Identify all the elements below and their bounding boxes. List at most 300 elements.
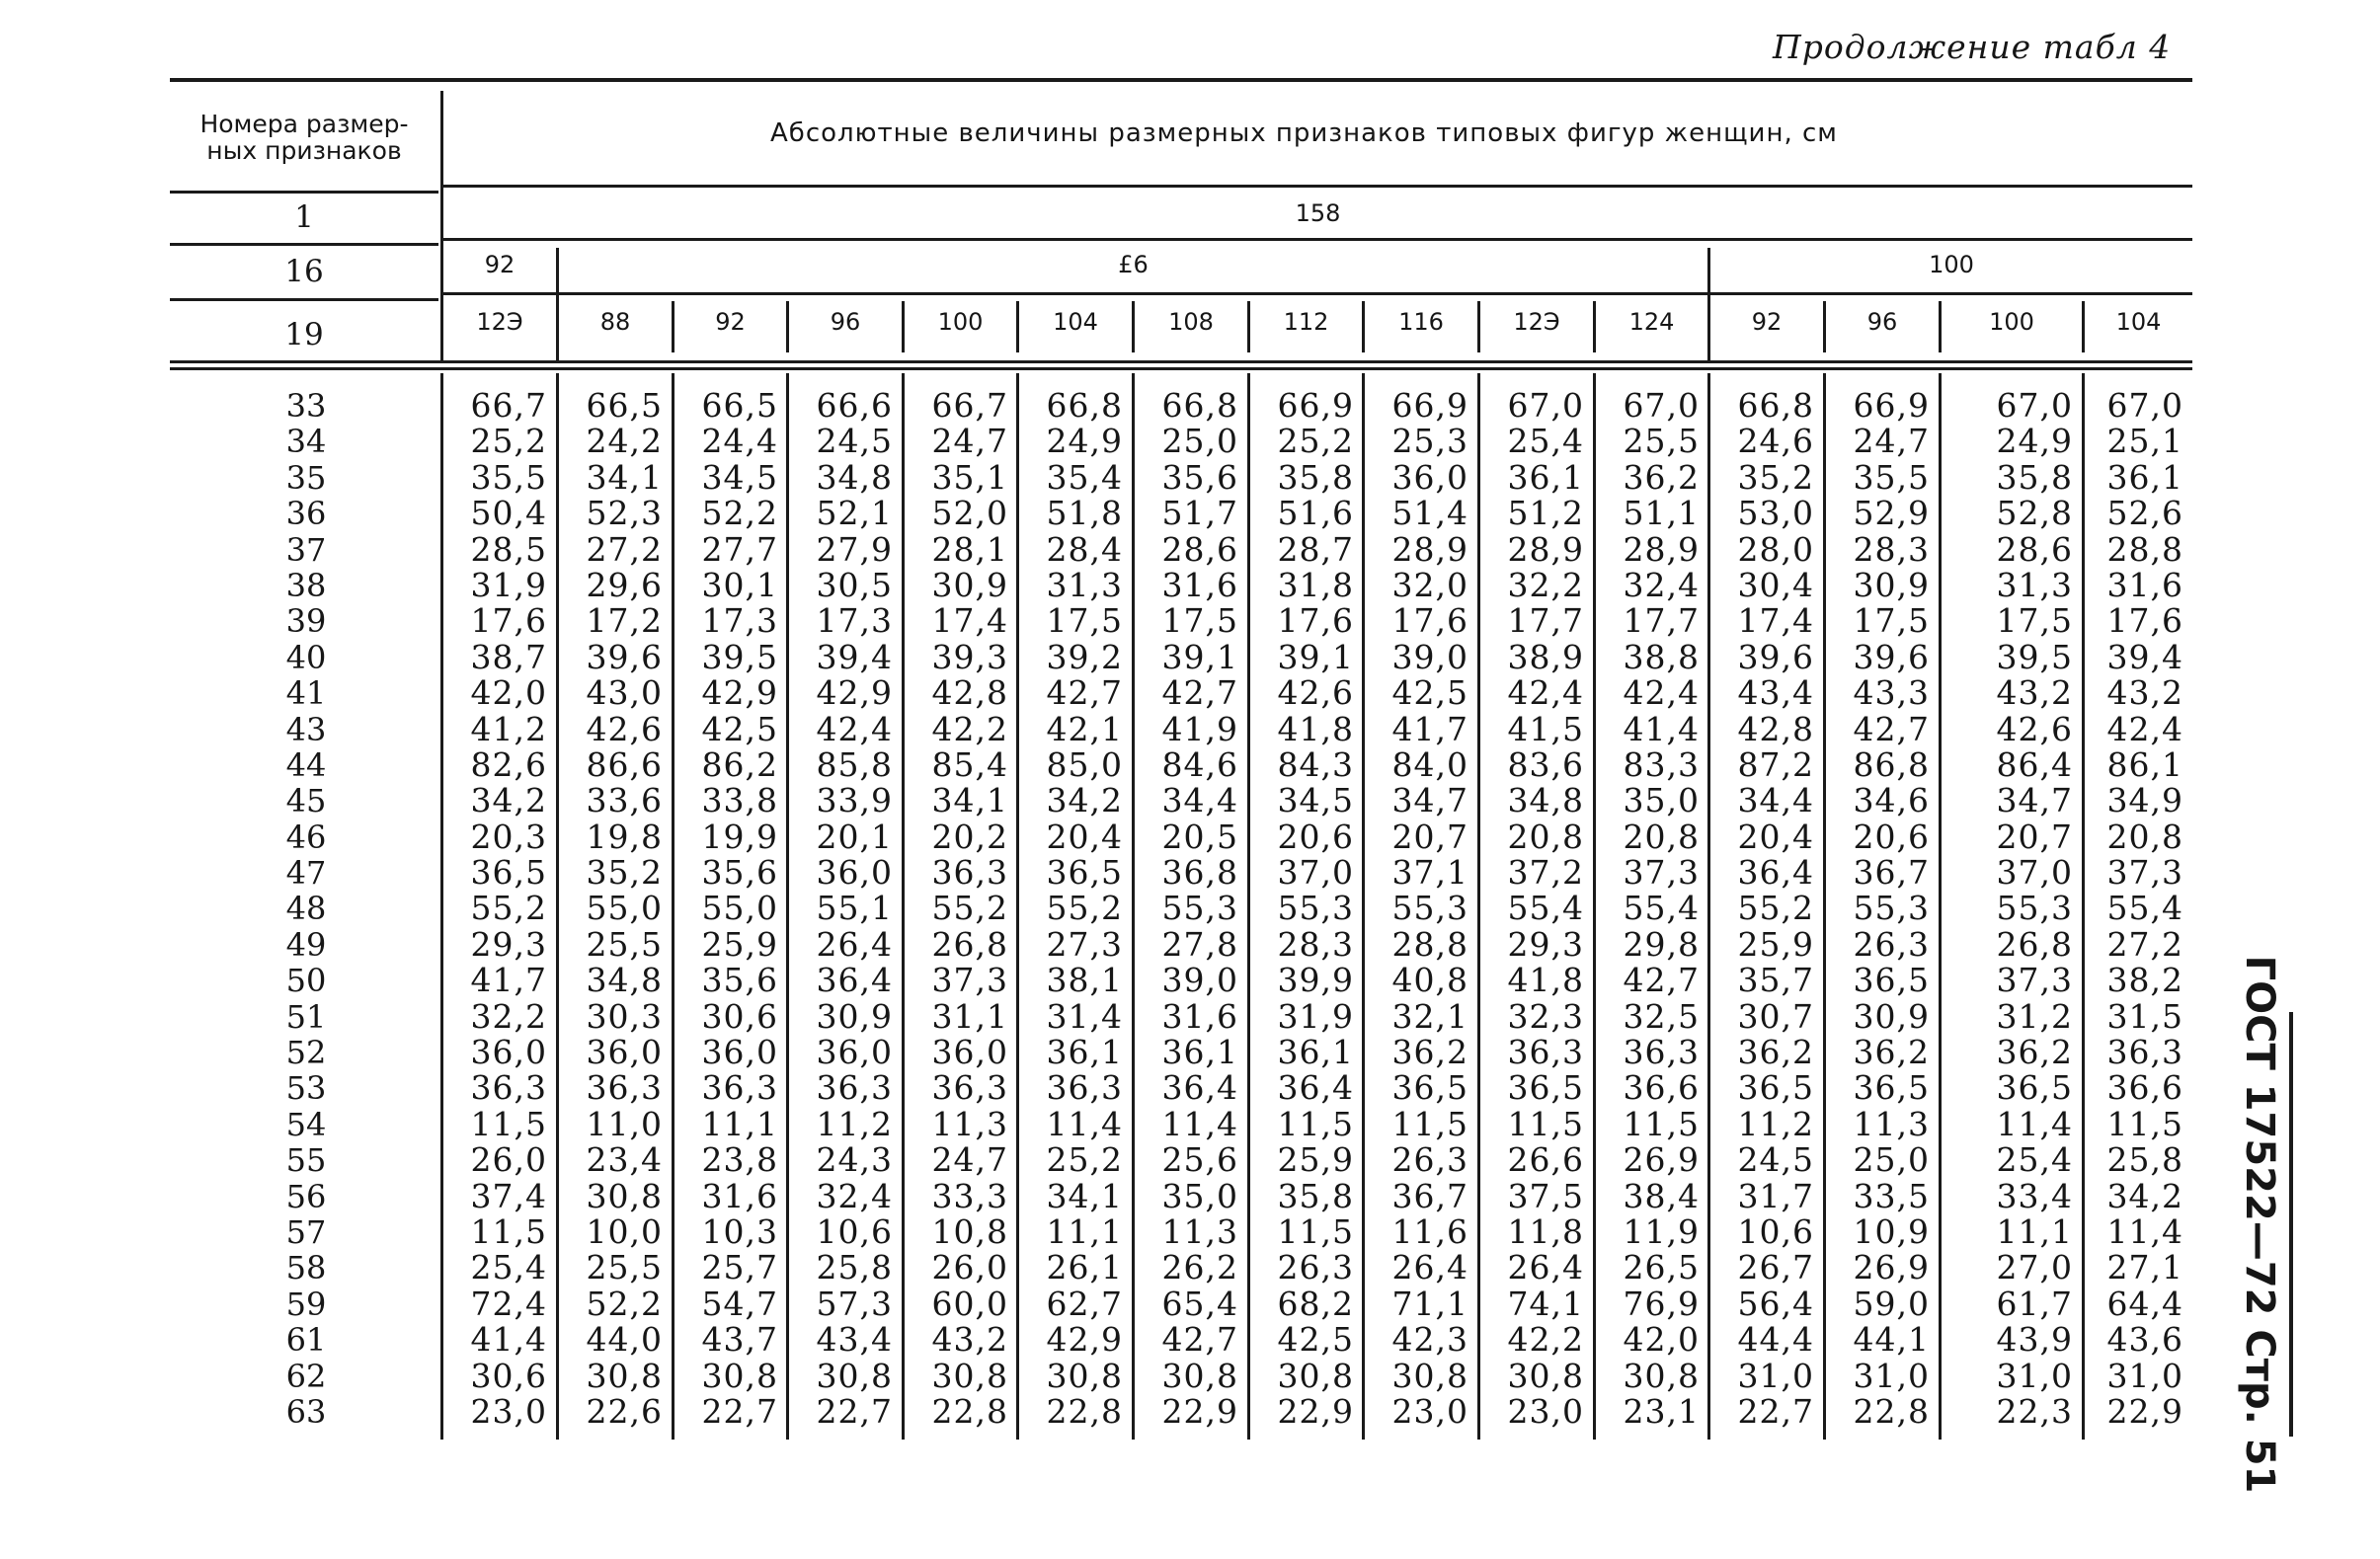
top-rule [170,78,2192,82]
table-cell: 19,9 [701,817,778,856]
table-cell: 11,5 [2106,1104,2183,1143]
table-cell: 36,4 [1277,1068,1354,1108]
table-cell: 25,4 [1996,1140,2073,1180]
table-cell: 36,5 [1507,1068,1584,1108]
header-double-rule [170,360,2192,363]
table-cell: 25,5 [1623,422,1700,461]
data-column [1365,388,1468,1430]
table-cell: 44,4 [1737,1320,1814,1360]
table-cell: 36,3 [931,1068,1008,1108]
table-cell: 36,3 [1046,1068,1123,1108]
table-cell: 74,1 [1507,1284,1584,1323]
data-column [1135,388,1238,1430]
table-cell: 38,8 [1623,637,1700,676]
data-column [789,388,893,1430]
height-value: 158 [1295,199,1341,227]
table-cell: 31,6 [1161,565,1238,604]
table-cell: 36,4 [1161,1068,1238,1108]
table-cell: 17,4 [931,601,1008,641]
row-number: 59 [285,1285,327,1323]
row-number: 48 [285,890,327,928]
table-cell: 37,3 [1623,853,1700,893]
table-cell: 56,4 [1737,1284,1814,1323]
table-cell: 30,7 [1737,996,1814,1036]
table-cell: 42,2 [1507,1320,1584,1360]
data-column [905,388,1008,1430]
table-cell: 26,0 [931,1248,1008,1287]
table-cell: 35,5 [1853,457,1930,497]
table-cell: 32,2 [470,996,547,1036]
table-cell: 36,1 [1507,457,1584,497]
table-cell: 55,1 [816,889,893,928]
table-cell: 42,9 [816,673,893,713]
table-cell: 11,5 [1507,1104,1584,1143]
table-cell: 42,5 [1277,1320,1354,1360]
table-cell: 28,3 [1853,529,1930,569]
table-cell: 42,4 [1507,673,1584,713]
table-cell: 22,7 [1737,1391,1814,1431]
row-number: 40 [285,638,327,676]
table-cell: 25,8 [816,1248,893,1287]
row-number: 58 [285,1249,327,1287]
table-cell: 55,3 [1996,889,2073,928]
row-number: 38 [285,566,327,604]
table-cell: 25,7 [701,1248,778,1287]
table-cell: 36,7 [1853,853,1930,893]
table-cell: 86,2 [701,744,778,784]
table-cell: 41,4 [470,1320,547,1360]
data-column [674,388,778,1430]
table-cell: 41,2 [470,709,547,748]
table-cell: 66,9 [1853,386,1930,425]
table-cell: 66,7 [931,386,1008,425]
row-number: 52 [285,1034,327,1072]
table-cell: 42,6 [1996,709,2073,748]
table-cell: 36,8 [1161,853,1238,893]
header-rule [170,191,438,194]
table-cell: 26,4 [1507,1248,1584,1287]
table-cell: 22,3 [1996,1391,2073,1431]
table-cell: 84,6 [1161,744,1238,784]
table-cell: 52,2 [701,494,778,533]
table-cell: 66,9 [1391,386,1468,425]
table-cell: 28,8 [2106,529,2183,569]
data-column [559,388,663,1430]
table-cell: 42,0 [470,673,547,713]
table-cell: 36,0 [586,1033,663,1072]
row-number: 36 [285,495,327,533]
table-cell: 11,5 [1277,1104,1354,1143]
row-number: 44 [285,745,327,784]
table-cell: 36,0 [931,1033,1008,1072]
table-cell: 22,9 [1277,1391,1354,1431]
table-cell: 84,3 [1277,744,1354,784]
table-cell: 66,7 [470,386,547,425]
header-rule [443,238,2192,241]
table-cell: 34,5 [1277,781,1354,820]
table-cell: 25,9 [701,924,778,964]
table-cell: 25,9 [1277,1140,1354,1180]
table-cell: 43,7 [701,1320,778,1360]
table-cell: 17,5 [1853,601,1930,641]
table-cell: 42,2 [931,709,1008,748]
table-cell: 35,6 [701,961,778,1000]
table-cell: 25,0 [1161,422,1238,461]
table-cell: 82,6 [470,744,547,784]
table-cell: 30,6 [701,996,778,1036]
table-cell: 36,0 [1391,457,1468,497]
table-cell: 11,2 [816,1104,893,1143]
table-cell: 17,5 [1046,601,1123,641]
table-cell: 24,7 [931,1140,1008,1180]
table-cell: 67,0 [1507,386,1584,425]
table-cell: 32,2 [1507,565,1584,604]
table-cell: 37,0 [1277,853,1354,893]
table-cell: 36,2 [1623,457,1700,497]
table-cell: 29,6 [586,565,663,604]
table-cell: 36,3 [701,1068,778,1108]
table-cell: 35,2 [586,853,663,893]
table-cell: 38,2 [2106,961,2183,1000]
table-cell: 30,9 [1853,996,1930,1036]
table-cell: 25,3 [1391,422,1468,461]
table-cell: 55,2 [1737,889,1814,928]
table-cell: 32,4 [816,1176,893,1215]
table-cell: 39,0 [1391,637,1468,676]
table-cell: 43,0 [586,673,663,713]
table-cell: 26,3 [1391,1140,1468,1180]
table-cell: 27,2 [586,529,663,569]
table-cell: 31,9 [1277,996,1354,1036]
table-cell: 20,8 [1623,817,1700,856]
table-cell: 43,9 [1996,1320,2073,1360]
table-cell: 36,5 [1996,1068,2073,1108]
table-cell: 35,4 [1046,457,1123,497]
table-cell: 31,0 [1996,1356,2073,1395]
side-reference-text: ГОСТ 17522—72 Стр. 51 [2237,955,2282,1494]
table-cell: 42,4 [816,709,893,748]
bust-group-1: 92 [484,251,516,278]
row-number: 45 [285,782,327,820]
table-cell: 36,6 [2106,1068,2183,1108]
table-cell: 23,0 [1391,1391,1468,1431]
table-cell: 42,0 [1623,1320,1700,1360]
table-cell: 42,5 [1391,673,1468,713]
row-number: 57 [285,1212,327,1251]
table-cell: 85,0 [1046,744,1123,784]
table-cell: 51,1 [1623,494,1700,533]
table-cell: 20,7 [1996,817,2073,856]
table-cell: 67,0 [1623,386,1700,425]
table-cell: 30,6 [470,1356,547,1395]
table-cell: 51,8 [1046,494,1123,533]
table-cell: 43,3 [1853,673,1930,713]
table-cell: 52,2 [586,1284,663,1323]
table-cell: 20,8 [1507,817,1584,856]
table-cell: 11,5 [1623,1104,1700,1143]
table-cell: 39,6 [1737,637,1814,676]
table-cell: 31,1 [931,996,1008,1036]
table-cell: 43,2 [931,1320,1008,1360]
table-cell: 39,0 [1161,961,1238,1000]
table-cell: 36,5 [1853,1068,1930,1108]
data-column [1942,388,2073,1430]
table-cell: 11,8 [1507,1211,1584,1251]
table-cell: 27,0 [1996,1248,2073,1287]
table-cell: 33,6 [586,781,663,820]
table-cell: 24,9 [1996,422,2073,461]
table-cell: 32,4 [1623,565,1700,604]
row-number: 47 [285,854,327,893]
table-cell: 30,5 [816,565,893,604]
table-cell: 34,8 [586,961,663,1000]
table-cell: 32,3 [1507,996,1584,1036]
table-cell: 25,1 [2106,422,2183,461]
row-number: 41 [285,674,327,713]
table-cell: 66,5 [701,386,778,425]
table-cell: 26,8 [931,924,1008,964]
hip-value: 12Э [1513,308,1560,336]
table-cell: 31,8 [1277,565,1354,604]
table-cell: 86,4 [1996,744,2073,784]
table-cell: 22,8 [931,1391,1008,1431]
hip-value: 116 [1398,308,1444,336]
table-cell: 26,2 [1161,1248,1238,1287]
table-cell: 26,8 [1996,924,2073,964]
table-cell: 36,3 [1623,1033,1700,1072]
table-cell: 28,9 [1391,529,1468,569]
table-cell: 43,4 [816,1320,893,1360]
table-cell: 52,3 [586,494,663,533]
table-cell: 30,3 [586,996,663,1036]
table-cell: 42,9 [701,673,778,713]
table-cell: 52,6 [2106,494,2183,533]
table-cell: 66,6 [816,386,893,425]
table-cell: 36,3 [470,1068,547,1108]
table-cell: 83,3 [1623,744,1700,784]
table-cell: 28,6 [1161,529,1238,569]
table-cell: 39,1 [1277,637,1354,676]
table-cell: 36,1 [1046,1033,1123,1072]
table-cell: 22,8 [1853,1391,1930,1431]
header-double-rule [170,367,2192,370]
hip-value: 100 [1989,308,2034,336]
table-cell: 26,5 [1623,1248,1700,1287]
table-cell: 42,7 [1853,709,1930,748]
row-number: 35 [285,458,327,497]
row-number: 51 [285,997,327,1036]
table-cell: 31,0 [1737,1356,1814,1395]
table-cell: 42,4 [2106,709,2183,748]
table-cell: 31,0 [1853,1356,1930,1395]
table-cell: 19,8 [586,817,663,856]
row-number: 62 [285,1357,327,1395]
table-cell: 20,7 [1391,817,1468,856]
table-cell: 34,8 [1507,781,1584,820]
table-cell: 42,8 [931,673,1008,713]
table-cell: 24,4 [701,422,778,461]
row-number: 37 [285,530,327,569]
table-cell: 36,7 [1391,1176,1468,1215]
table-cell: 30,4 [1737,565,1814,604]
table-cell: 22,9 [1161,1391,1238,1431]
table-cell: 17,7 [1623,601,1700,641]
table-cell: 34,5 [701,457,778,497]
data-column [1710,388,1814,1430]
table-cell: 17,5 [1996,601,2073,641]
header-rule [170,243,438,246]
table-cell: 84,0 [1391,744,1468,784]
table-cell: 42,9 [1046,1320,1123,1360]
table-cell: 55,2 [931,889,1008,928]
table-cell: 76,9 [1623,1284,1700,1323]
data-column [1596,388,1700,1430]
table-cell: 25,6 [1161,1140,1238,1180]
data-column [443,388,547,1430]
table-cell: 36,5 [1391,1068,1468,1108]
table-cell: 10,9 [1853,1211,1930,1251]
table-cell: 38,4 [1623,1176,1700,1215]
row-number: 34 [285,423,327,461]
row-number: 56 [285,1177,327,1215]
table-cell: 42,4 [1623,673,1700,713]
table-cell: 26,3 [1277,1248,1354,1287]
bust-group-2: £6 [1118,251,1149,278]
table-cell: 29,8 [1623,924,1700,964]
table-cell: 55,3 [1161,889,1238,928]
table-cell: 42,6 [586,709,663,748]
row-label-16: 16 [284,254,324,289]
table-cell: 36,0 [816,1033,893,1072]
table-cell: 53,0 [1737,494,1814,533]
table-cell: 35,6 [1161,457,1238,497]
table-cell: 33,5 [1853,1176,1930,1215]
table-cell: 32,0 [1391,565,1468,604]
running-head: Продолжение табл 4 [1773,28,2172,66]
table-cell: 37,5 [1507,1176,1584,1215]
table-cell: 55,3 [1853,889,1930,928]
table-cell: 39,3 [931,637,1008,676]
table-cell: 30,8 [1507,1356,1584,1395]
hip-value: 100 [937,308,984,336]
table-cell: 26,9 [1623,1140,1700,1180]
table-cell: 55,3 [1277,889,1354,928]
hip-value: 12Э [476,308,523,336]
table-cell: 31,4 [1046,996,1123,1036]
table-cell: 43,4 [1737,673,1814,713]
table-cell: 39,2 [1046,637,1123,676]
table-cell: 29,3 [470,924,547,964]
table-cell: 40,8 [1391,961,1468,1000]
table-cell: 51,7 [1161,494,1238,533]
table-cell: 41,8 [1507,961,1584,1000]
table-cell: 30,9 [931,565,1008,604]
table-cell: 20,8 [2106,817,2183,856]
table-cell: 55,4 [1507,889,1584,928]
table-cell: 22,7 [816,1391,893,1431]
hip-value: 96 [830,308,861,336]
table-cell: 35,8 [1277,1176,1354,1215]
table-cell: 31,5 [2106,996,2183,1036]
row-number: 54 [285,1105,327,1143]
table-cell: 32,5 [1623,996,1700,1036]
table-cell: 10,6 [1737,1211,1814,1251]
table-cell: 35,0 [1161,1176,1238,1215]
table-cell: 39,6 [586,637,663,676]
table-cell: 44,1 [1853,1320,1930,1360]
table-cell: 25,0 [1853,1140,1930,1180]
table-cell: 31,6 [1161,996,1238,1036]
table-cell: 36,0 [470,1033,547,1072]
table-cell: 86,8 [1853,744,1930,784]
table-cell: 20,5 [1161,817,1238,856]
table-cell: 42,3 [1391,1320,1468,1360]
table-cell: 24,5 [816,422,893,461]
table-cell: 26,6 [1507,1140,1584,1180]
table-cell: 17,5 [1161,601,1238,641]
hip-value: 92 [1751,308,1783,336]
table-cell: 38,1 [1046,961,1123,1000]
hip-value: 104 [1053,308,1098,336]
table-cell: 34,1 [586,457,663,497]
table-cell: 59,0 [1853,1284,1930,1323]
table-cell: 62,7 [1046,1284,1123,1323]
table-cell: 35,8 [1277,457,1354,497]
table-cell: 64,4 [2106,1284,2183,1323]
row-number: 33 [285,387,327,425]
table-cell: 44,0 [586,1320,663,1360]
table-cell: 31,0 [2106,1356,2183,1395]
table-cell: 35,7 [1737,961,1814,1000]
table-cell: 36,6 [1623,1068,1700,1108]
table-cell: 52,1 [816,494,893,533]
table-cell: 28,7 [1277,529,1354,569]
table-cell: 39,5 [701,637,778,676]
table-cell: 32,1 [1391,996,1468,1036]
table-cell: 34,2 [1046,781,1123,820]
table-cell: 25,2 [1277,422,1354,461]
table-cell: 51,4 [1391,494,1468,533]
table-cell: 36,1 [2106,457,2183,497]
table-cell: 34,9 [2106,781,2183,820]
table-cell: 36,1 [1161,1033,1238,1072]
table-cell: 24,9 [1046,422,1123,461]
table-cell: 41,9 [1161,709,1238,748]
table-cell: 20,1 [816,817,893,856]
table-cell: 26,9 [1853,1248,1930,1287]
table-cell: 26,3 [1853,924,1930,964]
table-cell: 68,2 [1277,1284,1354,1323]
table-cell: 11,2 [1737,1104,1814,1143]
data-column [1480,388,1584,1430]
row-number-column [277,388,336,1430]
table-cell: 30,8 [1391,1356,1468,1395]
table-cell: 27,9 [816,529,893,569]
table-cell: 41,4 [1623,709,1700,748]
table-cell: 41,7 [1391,709,1468,748]
table-cell: 33,4 [1996,1176,2073,1215]
table-cell: 20,4 [1737,817,1814,856]
table-cell: 55,0 [586,889,663,928]
row-number: 55 [285,1141,327,1180]
table-cell: 25,2 [470,422,547,461]
table-cell: 34,6 [1853,781,1930,820]
table-cell: 26,0 [470,1140,547,1180]
table-cell: 66,8 [1161,386,1238,425]
table-cell: 34,7 [1996,781,2073,820]
table-cell: 61,7 [1996,1284,2073,1323]
table-cell: 29,3 [1507,924,1584,964]
